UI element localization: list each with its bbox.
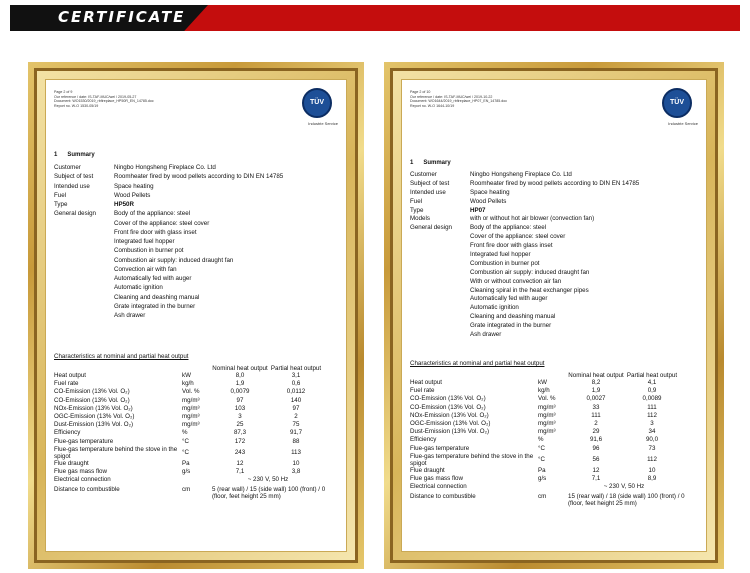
param-unit: mg/m³ [182, 421, 200, 429]
param-name: Flue gas mass flow [410, 475, 463, 483]
summary-number: 1 [410, 160, 414, 166]
summary-row [410, 233, 707, 242]
param-name: Flue draught [410, 466, 445, 474]
nominal-value: 7,1 [591, 475, 601, 483]
field-label [54, 265, 114, 274]
summary-row [54, 265, 347, 274]
field-value: Automatically fed with auger [114, 275, 192, 282]
frame-inner-border [390, 68, 718, 563]
table-row [54, 438, 336, 446]
param-unit: mg/m³ [182, 404, 200, 412]
distance-row [54, 486, 336, 500]
nominal-value: 0,0027 [586, 395, 606, 403]
nominal-value: 7,1 [235, 468, 245, 476]
param-name: CO-Emission (13% Vol. O₂) [54, 396, 130, 404]
field-value: Front fire door with glass inset [114, 228, 197, 236]
summary-row [410, 207, 707, 216]
param-unit: mg/m³ [538, 411, 556, 419]
field-value: Space heating [114, 182, 154, 190]
field-label: General design [410, 224, 452, 232]
field-value: Grate integrated in the burner [114, 302, 196, 310]
param-name: Fuel rate [410, 387, 435, 395]
field-label [410, 242, 470, 251]
summary-row [54, 274, 347, 283]
field-label [410, 260, 470, 269]
nominal-value: 29 [592, 428, 600, 436]
nominal-value: 3 [238, 413, 242, 421]
field-label: Models [410, 215, 430, 223]
param-unit: kW [182, 372, 191, 379]
field-value: Body of the appliance: steel [114, 210, 191, 218]
summary-title: Summary [67, 152, 95, 158]
header-line: Document: WO1644/2019_rbfireplace_HP07_EN_14785.doc [410, 99, 508, 104]
param-unit: g/s [538, 475, 547, 483]
param-name: Dust-Emission (13% Vol. O₂) [410, 428, 490, 436]
header-line: Our reference / date: IS-TAF-MUC/wei / 2019-10-22 [410, 94, 493, 99]
param-name: Efficiency [54, 429, 81, 437]
summary-row [410, 251, 707, 260]
field-value: Automatically fed with auger [470, 295, 548, 303]
summary-row [410, 224, 707, 233]
electrical-value: ~ 230 V, 50 Hz [603, 483, 645, 491]
param-name: NOx-Emission (13% Vol. O₂) [54, 404, 133, 412]
field-label [54, 219, 114, 228]
summary-number: 1 [54, 152, 58, 158]
table-row [54, 468, 336, 476]
certificate-page [401, 79, 707, 552]
summary-row [54, 256, 347, 265]
partial-value: 0,9 [647, 387, 657, 395]
distance-label: Distance to combustible [410, 493, 476, 501]
partial-value: 0,6 [291, 380, 301, 388]
certificate-frame [28, 62, 364, 569]
nominal-value: 0,0079 [230, 388, 250, 396]
summary-row [54, 172, 347, 181]
field-value: Cleaning and deashing manual [114, 293, 200, 301]
header-line: Our reference / date: IS-TAF-MUC/wei / 2019-05-27 [54, 94, 137, 99]
field-value: Space heating [470, 188, 510, 196]
param-name: Flue-gas temperature behind the stove in the spigot [410, 452, 534, 467]
param-name: Flue gas mass flow [54, 468, 107, 476]
partial-value: 4,1 [647, 379, 657, 386]
partial-value: 91,7 [289, 429, 303, 437]
col-nominal-header: Nominal heat output [568, 372, 624, 379]
field-label [54, 283, 114, 292]
field-label [410, 278, 470, 287]
tuv-subtitle: Industrie Service [668, 121, 698, 126]
param-unit: % [182, 429, 188, 437]
field-value: Integrated fuel hopper [114, 238, 175, 245]
field-label: Fuel [54, 191, 67, 199]
param-unit: % [538, 436, 544, 444]
param-unit: kg/h [538, 387, 550, 395]
summary-row [410, 287, 707, 296]
field-label [410, 331, 470, 340]
param-name: OGC-Emission (13% Vol. O₂) [410, 420, 491, 428]
header-line: Document: WO1530/2019_rbfireplace_HP50R_EN_14785.doc [54, 99, 154, 104]
table-row [54, 460, 336, 468]
param-unit: Vol. % [538, 395, 556, 403]
nominal-value: 87,3 [233, 429, 247, 437]
field-label: Fuel [410, 197, 423, 205]
summary-row [410, 313, 707, 322]
nominal-value: 56 [592, 456, 600, 464]
field-value: Automatic ignition [114, 284, 163, 292]
nominal-value: 111 [591, 411, 601, 419]
distance-unit: cm [538, 493, 547, 501]
partial-value: 3,1 [291, 372, 301, 379]
partial-value: 112 [647, 456, 657, 464]
param-name: Efficiency [410, 436, 437, 444]
summary-row [410, 180, 707, 189]
field-value: Convection air with fan [114, 265, 177, 273]
field-value: HP07 [470, 206, 486, 214]
characteristics-title: Characteristics at nominal and partial heat output [410, 360, 545, 367]
characteristics-table [54, 365, 336, 500]
partial-value: 0,0112 [286, 388, 306, 396]
summary-row [54, 311, 347, 320]
frame-inner-border [34, 68, 358, 563]
param-name: Flue-gas temperature [410, 444, 470, 452]
partial-value: 97 [292, 404, 300, 412]
table-row [410, 475, 692, 483]
param-unit: Vol. % [182, 388, 200, 396]
partial-value: 113 [291, 449, 301, 457]
summary-row [410, 278, 707, 287]
param-unit: °C [182, 449, 189, 457]
field-value: Cleaning and deashing manual [470, 313, 556, 321]
summary-heading [410, 160, 461, 166]
field-label [410, 322, 470, 331]
nominal-value: 33 [592, 403, 600, 411]
summary-row [410, 171, 707, 180]
header-line: Page 2 of 10 [410, 90, 431, 94]
field-label [54, 311, 114, 320]
summary-title: Summary [423, 160, 451, 166]
field-label: Intended use [410, 188, 446, 196]
field-label [54, 228, 114, 237]
partial-value: 140 [290, 396, 302, 404]
param-name: Flue draught [54, 459, 89, 467]
field-label [410, 295, 470, 304]
table-row [410, 379, 692, 387]
partial-value: 90,0 [645, 436, 659, 444]
nominal-value: 243 [234, 449, 246, 457]
summary-row [410, 242, 707, 251]
field-value: Ningbo Hongsheng Fireplace Co. Ltd [470, 171, 572, 178]
partial-value: 10 [292, 459, 300, 467]
partial-value: 73 [648, 444, 656, 452]
electrical-value: ~ 230 V, 50 Hz [247, 476, 289, 484]
summary-row [54, 182, 347, 191]
param-name: Flue-gas temperature behind the stove in the spigot [54, 445, 178, 460]
table-header [54, 365, 336, 372]
nominal-value: 25 [236, 421, 244, 429]
field-value: Combustion in burner pot [470, 259, 540, 267]
nominal-value: 103 [234, 404, 246, 412]
param-unit: mg/m³ [182, 413, 200, 421]
table-row [54, 388, 336, 396]
banner-title: CERTIFICATE [58, 8, 186, 26]
field-label [410, 287, 470, 296]
table-row [54, 397, 336, 405]
param-name: Fuel rate [54, 380, 79, 388]
field-label [410, 251, 470, 260]
nominal-value: 1,9 [591, 387, 601, 395]
summary-row [410, 260, 707, 269]
table-row [54, 372, 336, 380]
col-partial-header: Partial heat output [626, 372, 678, 379]
field-value: Ash drawer [470, 331, 502, 339]
table-row [410, 387, 692, 395]
field-value: Grate integrated in the burner [470, 322, 552, 330]
distance-label: Distance to combustible [54, 486, 120, 494]
field-value: Ningbo Hongsheng Fireplace Co. Ltd [114, 164, 216, 171]
table-row [54, 405, 336, 413]
distance-value: 5 (rear wall) / 15 (side wall) 100 (front) / 0 (floor, feet height 25 mm) [212, 486, 326, 501]
field-value: Roomheater fired by wood pellets according to DIN EN 14785 [114, 173, 284, 181]
param-unit: g/s [182, 468, 191, 476]
field-label [410, 313, 470, 322]
table-row [410, 428, 692, 436]
summary-fields [54, 163, 347, 320]
nominal-value: 8,2 [591, 379, 601, 386]
field-value: Combustion in burner pot [114, 247, 184, 255]
nominal-value: 12 [592, 466, 600, 474]
field-value: Cover of the appliance: steel cover [470, 233, 566, 241]
param-name: Dust-Emission (13% Vol. O₂) [54, 421, 134, 429]
param-unit: mg/m³ [538, 403, 556, 411]
field-value: Roomheater fired by wood pellets according to DIN EN 14785 [470, 179, 640, 187]
characteristics-table [410, 372, 692, 507]
field-label: Intended use [54, 182, 90, 190]
partial-value: 34 [648, 428, 656, 436]
summary-row [410, 331, 707, 340]
document-header [54, 90, 154, 108]
field-label: Type [54, 201, 68, 208]
table-row [410, 420, 692, 428]
param-name: OGC-Emission (13% Vol. O₂) [54, 413, 135, 421]
summary-row [410, 295, 707, 304]
nominal-value: 8,0 [235, 372, 245, 379]
electrical-label: Electrical connection [410, 483, 467, 491]
field-value: Cleaning spiral in the heat exchanger pipes [470, 286, 589, 294]
field-value: HP50R [114, 201, 134, 208]
electrical-row [54, 476, 336, 484]
param-name: CO-Emission (13% Vol. O₂) [410, 403, 486, 411]
param-unit: mg/m³ [182, 396, 200, 404]
param-unit: kg/h [182, 380, 194, 388]
col-partial-header: Partial heat output [270, 365, 322, 372]
summary-row [410, 215, 707, 224]
summary-row [54, 219, 347, 228]
field-value: Combustion air supply: induced draught fan [470, 268, 590, 276]
partial-value: 111 [647, 403, 657, 411]
param-unit: °C [538, 456, 545, 464]
field-label [410, 304, 470, 313]
field-label: Type [410, 206, 424, 214]
summary-row [54, 246, 347, 255]
table-row [54, 413, 336, 421]
summary-row [410, 322, 707, 331]
field-label [54, 293, 114, 302]
nominal-value: 96 [592, 444, 600, 452]
table-row [54, 380, 336, 388]
table-row [54, 429, 336, 437]
tuv-logo-icon: TÜV [662, 88, 692, 118]
nominal-value: 1,9 [235, 380, 245, 388]
nominal-value: 97 [236, 396, 244, 404]
param-unit: Pa [538, 466, 546, 474]
field-value: Wood Pellets [114, 191, 151, 199]
field-value: Integrated fuel hopper [470, 251, 531, 259]
field-value: Combustion air supply: induced draught fan [114, 256, 234, 264]
table-row [410, 436, 692, 444]
nominal-value: 12 [236, 459, 244, 467]
summary-row [54, 293, 347, 302]
table-row [54, 421, 336, 429]
partial-value: 10 [648, 466, 656, 474]
certificate-frame [384, 62, 724, 569]
field-value: Automatic ignition [470, 304, 519, 312]
distance-value: 15 (rear wall) / 18 (side wall) 100 (front) / 0 (floor, feet height 25 mm) [568, 493, 685, 508]
param-name: CO-Emission (13% Vol. O₂) [54, 388, 130, 396]
field-label [54, 246, 114, 255]
param-name: Heat output [54, 372, 86, 379]
param-unit: Pa [182, 459, 190, 467]
electrical-row [410, 483, 692, 491]
field-label: Customer [410, 171, 437, 178]
field-label: General design [54, 210, 96, 218]
partial-value: 8,9 [647, 475, 657, 483]
field-value: Body of the appliance: steel [470, 224, 547, 232]
partial-value: 112 [647, 411, 657, 419]
summary-row [54, 209, 347, 218]
table-row [410, 404, 692, 412]
field-value: Front fire door with glass inset [470, 242, 553, 250]
electrical-label: Electrical connection [54, 476, 111, 484]
header-line: Report no. W-O 1530-05/19 [54, 103, 99, 108]
field-value: Ash drawer [114, 312, 146, 319]
partial-value: 3,8 [291, 468, 301, 476]
table-header [410, 372, 692, 379]
col-nominal-header: Nominal heat output [212, 365, 268, 372]
table-row [410, 395, 692, 403]
field-label [54, 256, 114, 265]
param-name: Flue-gas temperature [54, 437, 114, 445]
partial-value: 75 [292, 421, 300, 429]
summary-row [410, 198, 707, 207]
tuv-subtitle: Industrie Service [308, 121, 338, 126]
summary-row [54, 228, 347, 237]
header-line: Page 2 of 9 [54, 90, 73, 94]
table-row [54, 446, 336, 460]
table-row [410, 445, 692, 453]
summary-row [410, 304, 707, 313]
tuv-logo-icon: TÜV [302, 88, 332, 118]
field-label: Customer [54, 164, 81, 171]
partial-value: 3 [650, 420, 654, 428]
field-label [54, 237, 114, 246]
field-label: Subject of test [54, 173, 94, 181]
distance-unit: cm [182, 486, 191, 494]
partial-value: 0,0089 [642, 395, 662, 403]
field-label [410, 233, 470, 242]
table-row [410, 412, 692, 420]
certificate-page [45, 79, 347, 552]
field-label [54, 274, 114, 283]
param-unit: mg/m³ [538, 428, 556, 436]
field-label: Subject of test [410, 179, 450, 187]
summary-row [410, 189, 707, 198]
summary-heading [54, 152, 105, 158]
summary-row [54, 163, 347, 172]
param-unit: kW [538, 379, 547, 386]
document-header [410, 90, 507, 108]
nominal-value: 91,6 [589, 436, 603, 444]
field-value: with or without hot air blower (convection fan) [470, 215, 595, 223]
summary-row [54, 283, 347, 292]
characteristics-title: Characteristics at nominal and partial heat output [54, 353, 189, 360]
param-unit: °C [538, 444, 545, 452]
partial-value: 88 [292, 437, 300, 445]
summary-row [410, 269, 707, 278]
param-name: Heat output [410, 379, 442, 386]
nominal-value: 172 [234, 437, 246, 445]
distance-row [410, 493, 692, 507]
param-unit: mg/m³ [538, 420, 556, 428]
table-row [410, 467, 692, 475]
field-label [54, 302, 114, 311]
param-name: NOx-Emission (13% Vol. O₂) [410, 411, 489, 419]
field-value: Cover of the appliance: steel cover [114, 219, 210, 227]
partial-value: 2 [294, 413, 298, 421]
nominal-value: 2 [594, 420, 598, 428]
summary-row [54, 302, 347, 311]
summary-fields [410, 171, 707, 340]
summary-row [54, 200, 347, 209]
header-line: Report no. W-O 1644-10/19 [410, 103, 455, 108]
field-label [410, 269, 470, 278]
summary-row [54, 191, 347, 200]
param-name: CO-Emission (13% Vol. O₂) [410, 395, 486, 403]
field-value: Wood Pellets [470, 197, 507, 205]
banner [0, 0, 750, 38]
param-unit: °C [182, 437, 189, 445]
field-value: With or without convection air fan [470, 277, 562, 285]
summary-row [54, 237, 347, 246]
table-row [410, 453, 692, 467]
